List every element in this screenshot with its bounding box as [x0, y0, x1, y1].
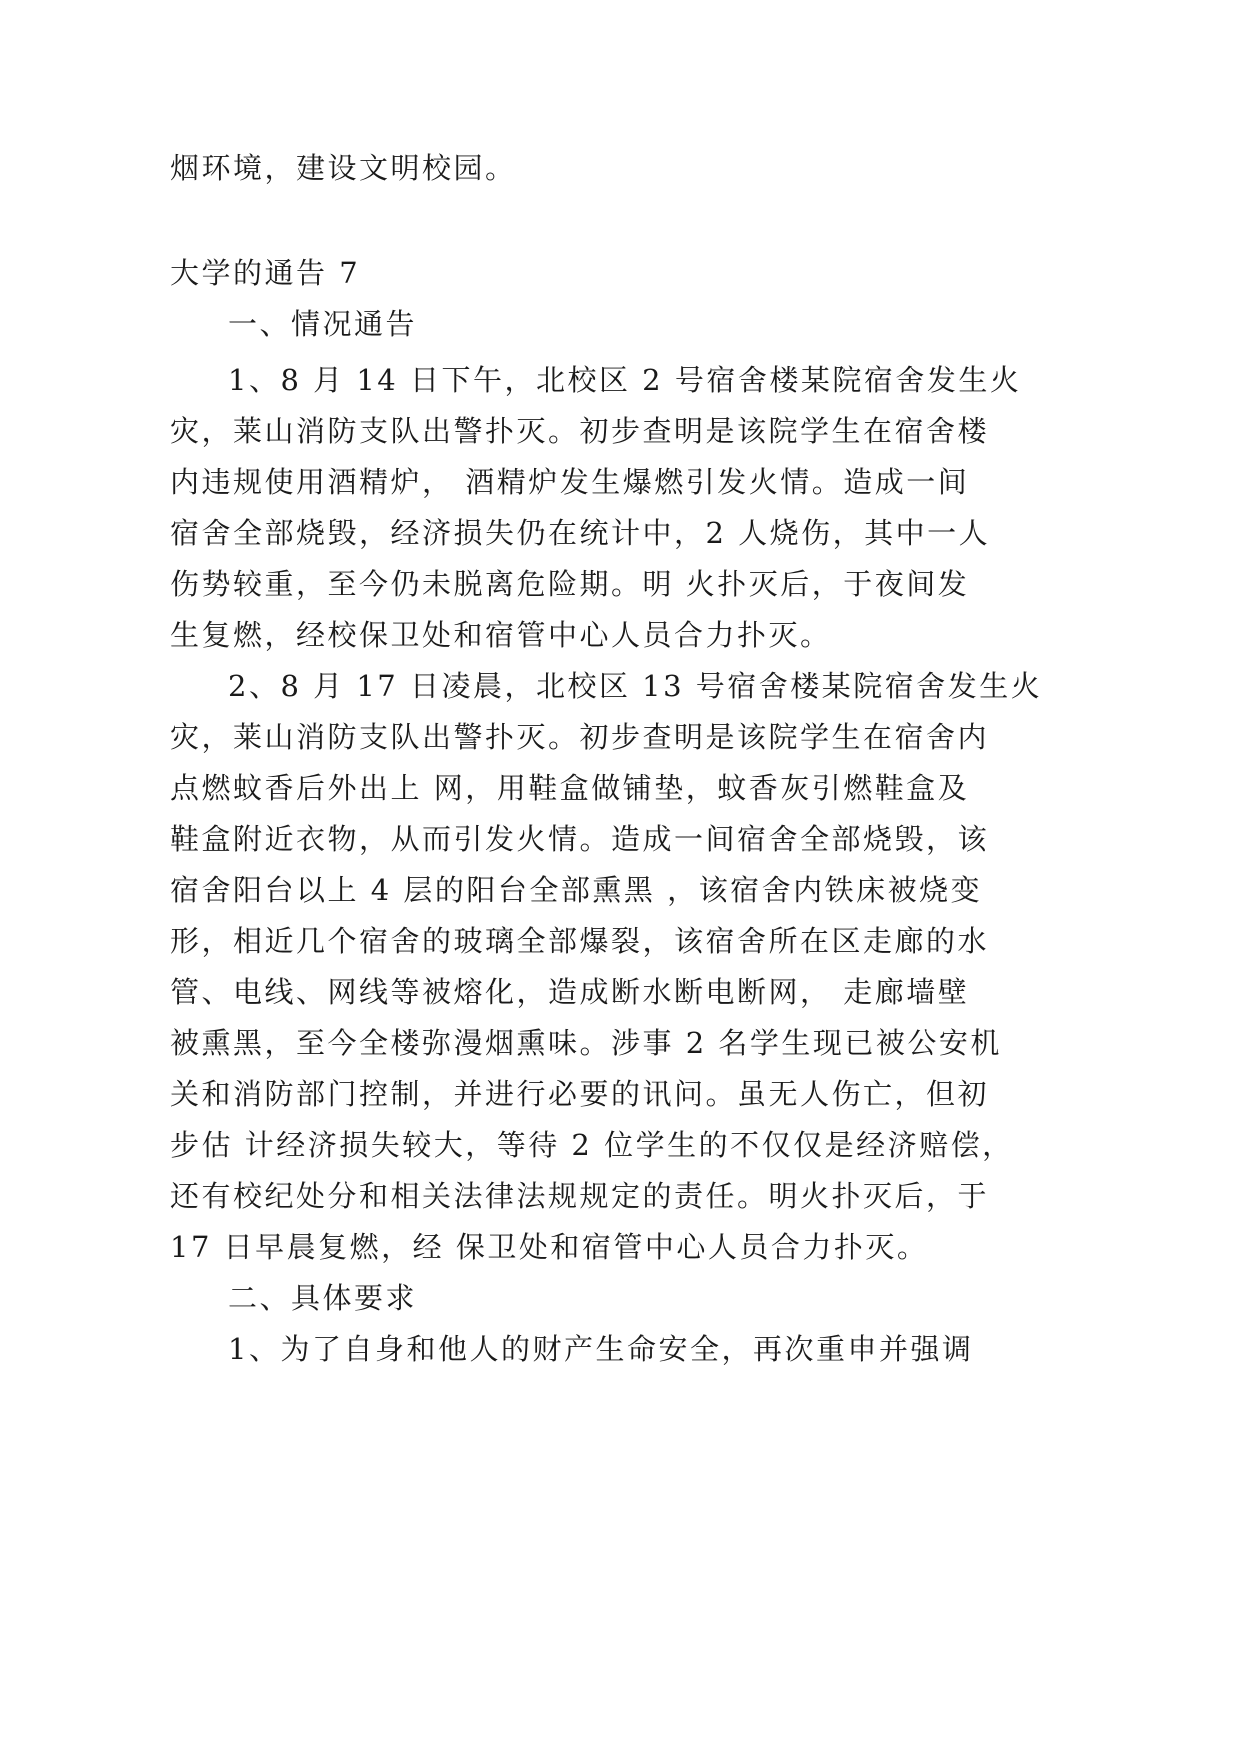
- para1-line-1: 1、8 月 14 日下午，北校区 2 号宿舍楼某院宿舍发生火: [228, 363, 1022, 397]
- para2-line-12: 17 日早晨复燃，经 保卫处和宿管中心人员合力扑灭。: [170, 1230, 929, 1264]
- para2-line-6: 形，相近几个宿舍的玻璃全部爆裂，该宿舍所在区走廊的水: [170, 924, 990, 958]
- para2-line-11: 还有校纪处分和相关法律法规规定的责任。明火扑灭后，于: [170, 1179, 990, 1213]
- para2-line-10: 步估 计经济损失较大，等待 2 位学生的不仅仅是经济赔偿，: [170, 1128, 1014, 1162]
- heading-requirements: 二、具体要求: [228, 1281, 418, 1315]
- para2-line-1: 2、8 月 17 日凌晨，北校区 13 号宿舍楼某院宿舍发生火: [228, 669, 1043, 703]
- para2-line-7: 管、电线、网线等被熔化，造成断水断电断网， 走廊墙壁: [170, 975, 970, 1009]
- para2-line-3: 点燃蚊香后外出上 网，用鞋盒做铺垫，蚊香灰引燃鞋盒及: [170, 771, 970, 805]
- para1-line-3: 内违规使用酒精炉， 酒精炉发生爆燃引发火情。造成一间: [170, 465, 970, 499]
- para2-line-5: 宿舍阳台以上 4 层的阳台全部熏黑 ，该宿舍内铁床被烧变: [170, 873, 983, 907]
- para1-line-2: 灾，莱山消防支队出警扑灭。初步查明是该院学生在宿舍楼: [170, 414, 990, 448]
- para2-line-9: 关和消防部门控制，并进行必要的讯问。虽无人伤亡，但初: [170, 1077, 990, 1111]
- section-title: 大学的通告 7: [170, 256, 361, 290]
- heading-situation: 一、情况通告: [228, 307, 418, 341]
- para2-line-2: 灾，莱山消防支队出警扑灭。初步查明是该院学生在宿舍内: [170, 720, 990, 754]
- para1-line-4: 宿舍全部烧毁，经济损失仍在统计中，2 人烧伤，其中一人: [170, 516, 991, 550]
- para2-line-8: 被熏黑，至今全楼弥漫烟熏味。涉事 2 名学生现已被公安机: [170, 1026, 1002, 1060]
- para2-line-4: 鞋盒附近衣物，从而引发火情。造成一间宿舍全部烧毁，该: [170, 822, 990, 856]
- para1-line-5: 伤势较重，至今仍未脱离危险期。明 火扑灭后，于夜间发: [170, 567, 970, 601]
- para1-line-6: 生复燃，经校保卫处和宿管中心人员合力扑灭。: [170, 618, 832, 652]
- intro-tail-line: 烟环境，建设文明校园。: [170, 151, 517, 185]
- para3-line-1: 1、为了自身和他人的财产生命安全，再次重申并强调: [228, 1332, 974, 1366]
